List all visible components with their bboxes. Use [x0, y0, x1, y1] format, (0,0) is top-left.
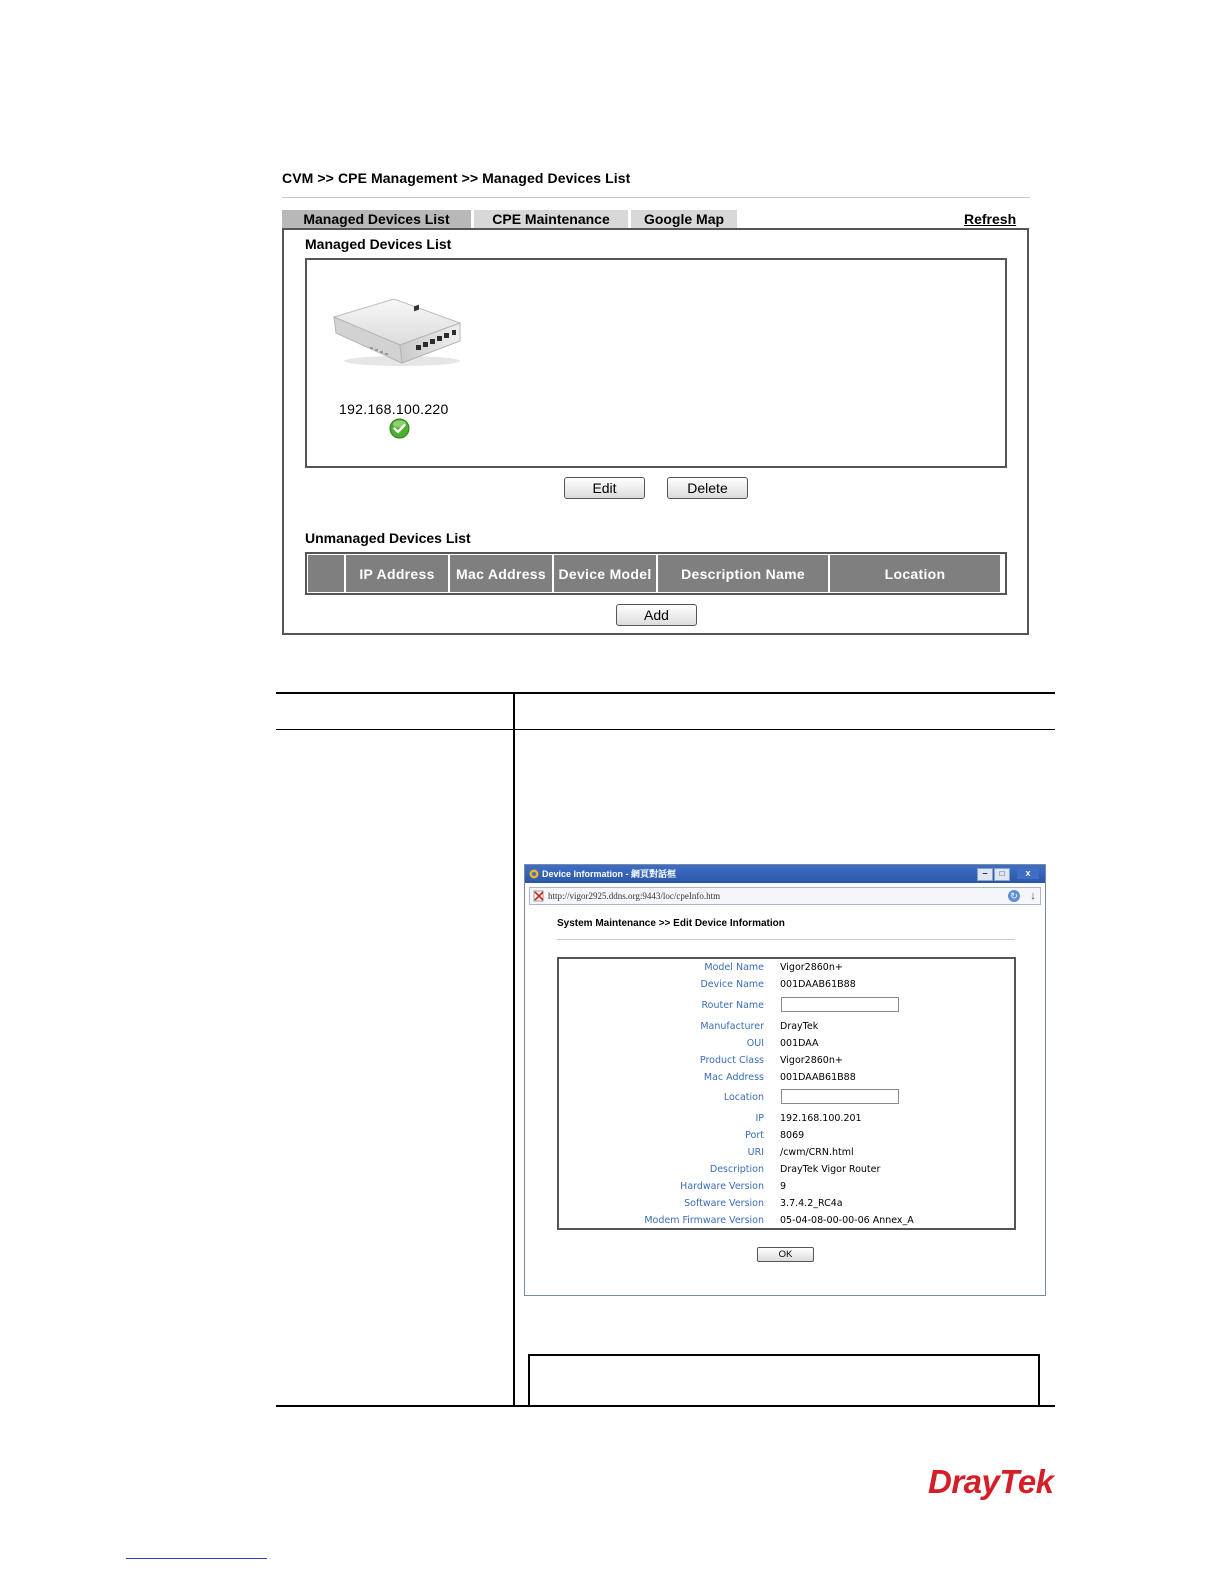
field-label-model-name: Model Name	[704, 962, 764, 973]
draytek-logo: DrayTek	[928, 1463, 1054, 1500]
certificate-error-icon	[533, 890, 545, 902]
location-input[interactable]	[781, 1089, 899, 1104]
online-check-icon	[389, 418, 410, 439]
address-url: http://vigor2925.ddns.org:9443/loc/cpeInfo.htm	[548, 891, 721, 901]
field-label-software-version: Software Version	[684, 1198, 764, 1209]
address-bar	[529, 887, 1041, 905]
download-icon[interactable]: ↓	[1030, 890, 1036, 902]
add-button[interactable]: Add	[616, 604, 697, 626]
field-value-mac-address: 001DAAB61B88	[780, 1072, 856, 1083]
field-label-mac-address: Mac Address	[703, 1072, 764, 1083]
field-value-modem-firmware-version: 05-04-08-00-00-06 Annex_A	[780, 1215, 914, 1226]
ok-button[interactable]: OK	[757, 1247, 814, 1262]
field-label-router-name: Router Name	[701, 1000, 764, 1011]
field-label-product-class: Product Class	[699, 1055, 764, 1066]
delete-button[interactable]: Delete	[667, 477, 748, 499]
field-value-uri: /cwm/CRN.html	[780, 1147, 854, 1158]
breadcrumb: CVM >> CPE Management >> Managed Devices List	[282, 170, 631, 186]
field-label-oui: OUI	[746, 1038, 764, 1049]
browser-icon	[529, 869, 539, 879]
managed-devices-title: Managed Devices List	[305, 236, 452, 252]
window-title-bar	[525, 865, 1045, 883]
column-header-ip-address: IP Address	[346, 555, 448, 592]
field-value-software-version: 3.7.4.2_RC4a	[780, 1198, 843, 1209]
column-header-select	[308, 555, 344, 592]
table-header-rule	[276, 729, 1055, 730]
field-value-model-name: Vigor2860n+	[780, 962, 843, 973]
column-header-location: Location	[830, 555, 1000, 592]
field-label-modem-firmware-version: Modem Firmware Version	[644, 1215, 764, 1226]
footer-link-underline	[126, 1558, 267, 1559]
dialog-breadcrumb: System Maintenance >> Edit Device Information	[557, 918, 785, 929]
field-value-device-name: 001DAAB61B88	[780, 979, 856, 990]
close-icon[interactable]: x	[1017, 868, 1039, 879]
note-box	[528, 1354, 1040, 1407]
router-name-input[interactable]	[781, 997, 899, 1012]
field-label-manufacturer: Manufacturer	[700, 1021, 764, 1032]
field-label-description: Description	[709, 1164, 764, 1175]
device-information-window	[524, 864, 1046, 1296]
field-label-location: Location	[723, 1092, 764, 1103]
field-label-uri: URI	[747, 1147, 764, 1158]
field-label-hardware-version: Hardware Version	[680, 1181, 764, 1192]
tab-cpe-maintenance[interactable]: CPE Maintenance	[474, 210, 628, 228]
router-device-icon[interactable]	[330, 295, 464, 369]
unmanaged-devices-title: Unmanaged Devices List	[305, 530, 471, 546]
tab-managed-devices-list[interactable]: Managed Devices List	[282, 210, 471, 228]
column-header-mac-address: Mac Address	[450, 555, 552, 592]
device-ip-label: 192.168.100.220	[339, 401, 449, 417]
refresh-icon[interactable]: ↻	[1008, 890, 1020, 902]
field-value-hardware-version: 9	[780, 1181, 787, 1192]
column-header-description-name: Description Name	[658, 555, 828, 592]
field-label-port: Port	[745, 1130, 764, 1141]
table-top-rule	[276, 692, 1055, 694]
tab-google-map[interactable]: Google Map	[631, 210, 737, 228]
field-value-description: DrayTek Vigor Router	[780, 1164, 881, 1175]
dialog-breadcrumb-divider	[557, 939, 1015, 940]
field-value-port: 8069	[780, 1130, 805, 1141]
field-value-manufacturer: DrayTek	[780, 1021, 819, 1032]
edit-button[interactable]: Edit	[564, 477, 645, 499]
breadcrumb-divider	[282, 197, 1030, 198]
field-value-product-class: Vigor2860n+	[780, 1055, 843, 1066]
maximize-icon[interactable]: □	[994, 868, 1010, 881]
window-title: Device Information - 網頁對話框	[542, 869, 677, 879]
field-label-device-name: Device Name	[700, 979, 764, 990]
refresh-link[interactable]: Refresh	[964, 211, 1017, 227]
minimize-icon[interactable]: –	[977, 868, 993, 881]
field-label-ip: IP	[755, 1113, 764, 1124]
field-value-ip: 192.168.100.201	[780, 1113, 862, 1124]
device-info-form	[557, 957, 1016, 1230]
field-value-oui: 001DAA	[780, 1038, 819, 1049]
column-header-device-model: Device Model	[554, 555, 656, 592]
unmanaged-devices-table-header	[305, 552, 1007, 595]
table-column-divider	[513, 693, 515, 1406]
